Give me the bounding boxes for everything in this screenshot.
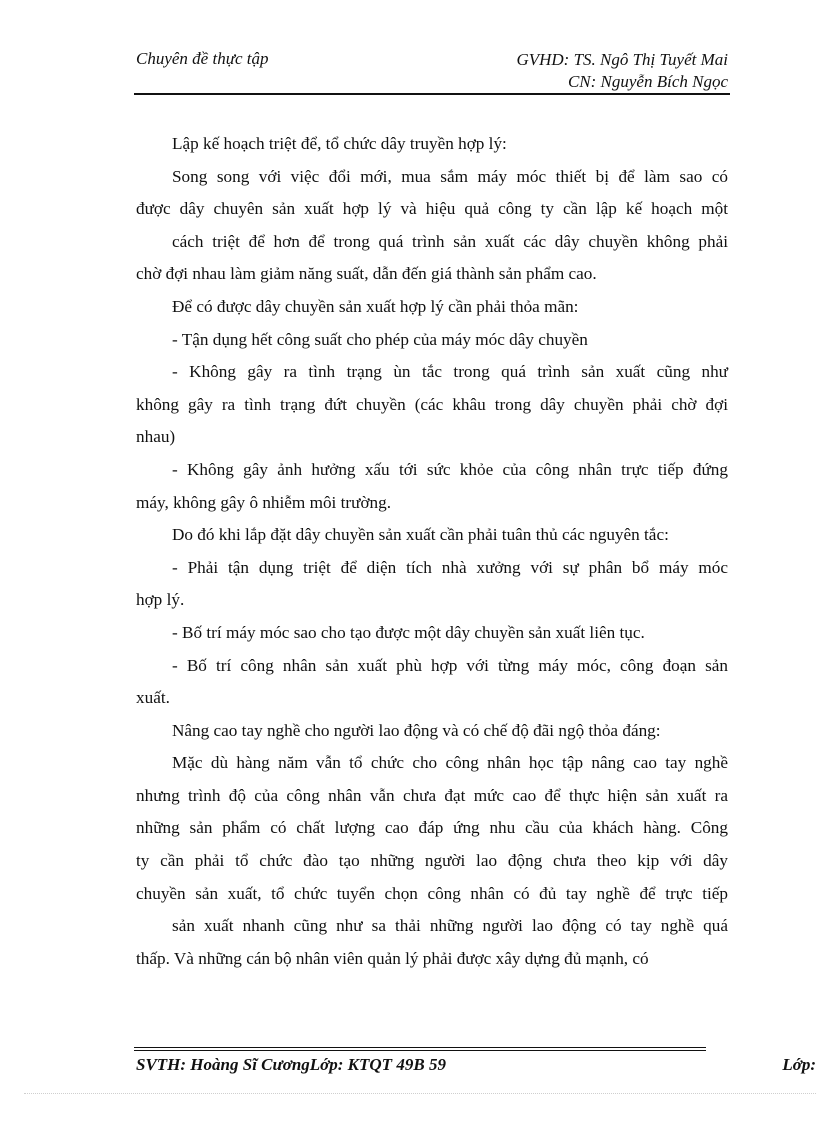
footer-student-info (136, 1055, 446, 1075)
footer-divider-secondary (134, 1050, 706, 1051)
paragraph-line: thấp. Và những cán bộ nhân viên quản lý phải được xây dựng đủ mạnh, có (136, 948, 649, 968)
paragraph-line: Song song với việc đổi mới, mua sắm máy móc thiết bị để làm sao có (172, 166, 728, 186)
paragraph-line: cách triệt để hơn để trong quá trình sản xuất các dây chuyền không phải (172, 231, 728, 251)
paragraph-line: chờ đợi nhau làm giảm năng suất, dẫn đến giá thành sản phẩm cao. (136, 264, 597, 284)
instructor-line: CN: Nguyễn Bích Ngọc (567, 72, 728, 91)
bullet-line: không gây ra tình trạng đứt chuyền (các khâu trong dây chuyền phải chờ đợi (136, 394, 728, 414)
footer-student-text: SVTH: Hoàng Sĩ CươngLớp: KTQT 49B (136, 1055, 425, 1074)
bullet-line: xuất. (136, 688, 170, 708)
header-divider (134, 93, 730, 95)
page-number: 59 (429, 1055, 446, 1074)
advisor-line: GVHD: TS. Ngô Thị Tuyết Mai (516, 50, 728, 69)
paragraph-line: ty cần phải tổ chức đào tạo những người lao động chưa theo kịp với dây (136, 851, 728, 871)
page-bottom-edge (24, 1093, 816, 1094)
bullet-line: - Phải tận dụng triệt để diện tích nhà xưởng với sự phân bổ máy móc (172, 557, 728, 577)
bullet-line: - Tận dụng hết công suất cho phép của máy móc dây chuyền (172, 329, 588, 349)
bullet-line: - Bố trí máy móc sao cho tạo được một dây chuyền sản xuất liên tục. (172, 622, 645, 642)
heading-training: Nâng cao tay nghề cho người lao động và có chế độ đãi ngộ thỏa đáng: (172, 720, 661, 740)
heading-plan: Lập kế hoạch triệt để, tổ chức dây truyền hợp lý: (172, 134, 507, 153)
paragraph-line: Do đó khi lắp đặt dây chuyền sản xuất cần phải tuân thủ các nguyên tắc: (172, 525, 669, 545)
paragraph-line: chuyền sản xuất, tổ chức tuyển chọn công nhân có đủ tay nghề để trực tiếp (136, 883, 728, 903)
paragraph-line: nhưng trình độ của công nhân vẫn chưa đạt mức cao để thực hiện sản xuất ra (136, 785, 728, 805)
bullet-line: - Không gây ra tình trạng ùn tắc trong quá trình sản xuất cũng như (172, 362, 728, 382)
paragraph-line: được dây chuyên sản xuất hợp lý và hiệu quả công ty cần lập kế hoạch một (136, 199, 728, 219)
paragraph-line: Để có được dây chuyền sản xuất hợp lý cần phải thỏa mãn: (172, 296, 579, 316)
paragraph-line: sản xuất nhanh cũng như sa thải những người lao động có tay nghề quá (172, 916, 728, 936)
paragraph-line: những sản phẩm có chất lượng cao đáp ứng nhu cầu của khách hàng. Công (136, 818, 728, 838)
footer-class-label: Lớp: (782, 1055, 816, 1074)
header-supervisors (516, 49, 728, 93)
bullet-line: nhau) (136, 427, 176, 447)
bullet-line: - Không gây ảnh hưởng xấu tới sức khỏe của công nhân trực tiếp đứng (172, 459, 728, 479)
paragraph-line: Mặc dù hàng năm vẫn tổ chức cho công nhân học tập nâng cao tay nghề (172, 753, 728, 773)
footer-divider (134, 1047, 706, 1048)
header-title: Chuyên đề thực tập (136, 49, 269, 68)
bullet-line: - Bố trí công nhân sản xuất phù hợp với từng máy móc, công đoạn sản (172, 655, 728, 675)
bullet-line: máy, không gây ô nhiễm môi trường. (136, 492, 392, 512)
document-body (136, 128, 728, 975)
bullet-line: hợp lý. (136, 590, 185, 610)
